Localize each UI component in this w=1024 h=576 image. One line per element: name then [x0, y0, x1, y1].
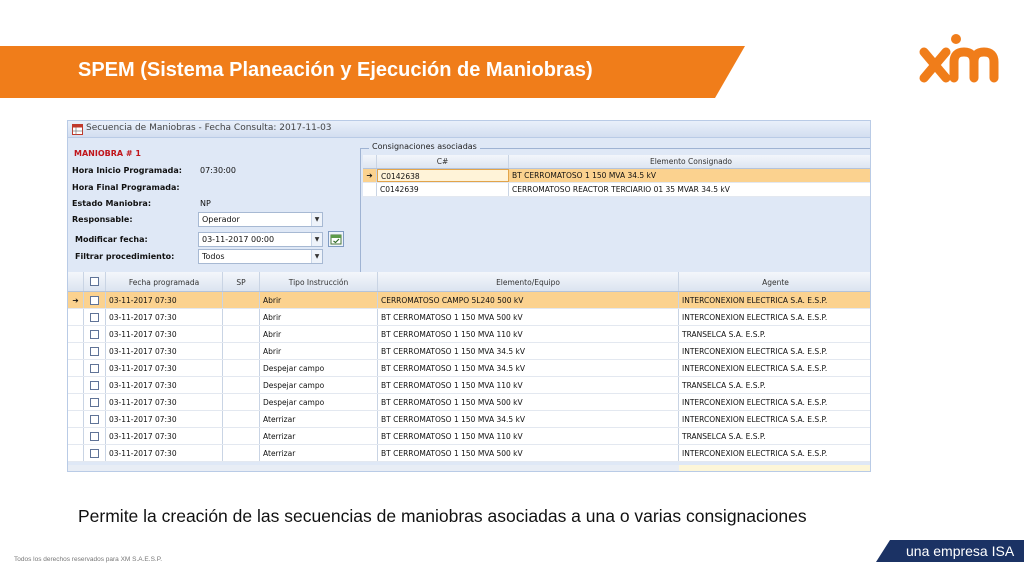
cell-sp — [223, 377, 260, 393]
row-checkbox-cell[interactable] — [84, 445, 106, 461]
grid-header — [68, 272, 871, 292]
modificar-fecha-label: Modificar fecha: — [75, 235, 148, 244]
cell-elemento: BT CERROMATOSO 1 150 MVA 500 kV — [378, 445, 679, 461]
table-row[interactable] — [68, 394, 871, 411]
cell-tipo: Aterrizar — [260, 411, 378, 427]
cell-tipo: Aterrizar — [260, 445, 378, 461]
row-checkbox[interactable] — [90, 415, 99, 424]
row-checkbox-cell[interactable] — [84, 377, 106, 393]
cell-elemento: BT CERROMATOSO 1 150 MVA 34.5 kV — [378, 360, 679, 376]
table-row[interactable] — [68, 326, 871, 343]
modificar-fecha-input[interactable] — [198, 232, 323, 247]
filtrar-label: Filtrar procedimiento: — [75, 252, 175, 261]
chevron-down-icon[interactable]: ▼ — [311, 250, 322, 263]
responsable-select[interactable] — [198, 212, 323, 227]
cell-fecha: 03-11-2017 07:30 — [106, 428, 223, 444]
responsable-value: Operador — [202, 215, 240, 224]
cell-agente: TRANSELCA S.A. E.S.P. — [682, 381, 766, 390]
copyright-text: Todos los derechos reservados para XM S.A.E.S.P. — [14, 556, 163, 563]
consignacion-c[interactable]: C0142638 — [377, 169, 509, 182]
row-indicator — [68, 326, 84, 342]
row-pointer-icon: ➔ — [68, 292, 84, 308]
select-all-cell[interactable] — [84, 272, 106, 291]
header-elemento-consignado[interactable]: Elemento Consignado — [649, 157, 733, 166]
cell-sp — [223, 360, 260, 376]
maniobra-form — [68, 139, 871, 269]
cell-agente: INTERCONEXION ELECTRICA S.A. E.S.P. — [682, 313, 828, 322]
indicator-header — [363, 155, 377, 168]
consignacion-row[interactable] — [363, 169, 871, 183]
consignacion-c: C0142639 — [377, 183, 509, 196]
row-indicator — [68, 360, 84, 376]
cell-tipo: Despejar campo — [260, 377, 378, 393]
row-checkbox[interactable] — [90, 313, 99, 322]
cell-tipo: Abrir — [260, 309, 378, 325]
row-indicator — [68, 411, 84, 427]
estado-label: Estado Maniobra: — [72, 199, 152, 208]
estado-value: NP — [200, 199, 211, 208]
filtrar-value: Todos — [202, 252, 225, 261]
row-indicator — [68, 428, 84, 444]
cell-fecha: 03-11-2017 07:30 — [106, 445, 223, 461]
consignaciones-header — [363, 155, 871, 169]
row-checkbox[interactable] — [90, 432, 99, 441]
table-row[interactable] — [68, 309, 871, 326]
row-checkbox-cell[interactable] — [84, 428, 106, 444]
grid-footer-highlight — [679, 465, 871, 472]
row-checkbox[interactable] — [90, 296, 99, 305]
cell-fecha: 03-11-2017 07:30 — [106, 394, 223, 410]
xm-logo — [916, 30, 1008, 96]
row-checkbox[interactable] — [90, 398, 99, 407]
grid-window-icon — [72, 124, 83, 135]
consignacion-elemento: CERROMATOSO REACTOR TERCIARIO 01 35 MVAR 34.5 kV — [512, 185, 730, 194]
cell-sp — [223, 411, 260, 427]
indicator-header — [68, 272, 84, 291]
table-row[interactable] — [68, 411, 871, 428]
cell-agente: INTERCONEXION ELECTRICA S.A. E.S.P. — [682, 347, 828, 356]
row-pointer-icon: ➔ — [363, 169, 377, 182]
filtrar-select[interactable] — [198, 249, 323, 264]
cell-fecha: 03-11-2017 07:30 — [106, 360, 223, 376]
header-fecha[interactable]: Fecha programada — [106, 272, 223, 291]
row-indicator — [68, 377, 84, 393]
row-checkbox-cell[interactable] — [84, 394, 106, 410]
cell-agente: TRANSELCA S.A. E.S.P. — [682, 432, 766, 441]
cell-elemento: CERROMATOSO CAMPO 5L240 500 kV — [378, 292, 679, 308]
cell-elemento: BT CERROMATOSO 1 150 MVA 110 kV — [378, 377, 679, 393]
cell-sp — [223, 343, 260, 359]
cell-fecha: 03-11-2017 07:30 — [106, 292, 223, 308]
header-tipo[interactable]: Tipo Instrucción — [260, 272, 378, 291]
consignaciones-title: Consignaciones asociadas — [369, 142, 480, 151]
header-c[interactable]: C# — [377, 155, 509, 168]
cell-tipo: Aterrizar — [260, 428, 378, 444]
row-indicator — [68, 394, 84, 410]
consignacion-row[interactable] — [363, 183, 871, 197]
grid-body — [68, 292, 871, 462]
isa-tagline: una empresa ISA — [906, 543, 1015, 559]
header-elemento[interactable]: Elemento/Equipo — [378, 272, 679, 291]
page-title: SPEM (Sistema Planeación y Ejecución de Maniobras) — [78, 59, 593, 81]
consignaciones-grid — [363, 155, 871, 197]
cell-elemento: BT CERROMATOSO 1 150 MVA 500 kV — [378, 394, 679, 410]
maniobra-number: MANIOBRA # 1 — [74, 149, 141, 158]
row-indicator — [68, 309, 84, 325]
cell-sp — [223, 309, 260, 325]
cell-sp — [223, 445, 260, 461]
consignacion-elemento: BT CERROMATOSO 1 150 MVA 34.5 kV — [512, 171, 657, 180]
row-checkbox-cell[interactable] — [84, 309, 106, 325]
row-indicator — [68, 343, 84, 359]
cell-elemento: BT CERROMATOSO 1 150 MVA 34.5 kV — [378, 343, 679, 359]
row-indicator — [363, 183, 377, 196]
chevron-down-icon[interactable]: ▼ — [311, 213, 322, 226]
cell-fecha: 03-11-2017 07:30 — [106, 377, 223, 393]
cell-tipo: Abrir — [260, 343, 378, 359]
cell-fecha: 03-11-2017 07:30 — [106, 411, 223, 427]
cell-fecha: 03-11-2017 07:30 — [106, 309, 223, 325]
cell-sp — [223, 326, 260, 342]
row-checkbox[interactable] — [90, 364, 99, 373]
row-checkbox-cell[interactable] — [84, 360, 106, 376]
row-checkbox[interactable] — [90, 347, 99, 356]
row-checkbox-cell[interactable] — [84, 292, 106, 308]
cell-sp — [223, 394, 260, 410]
cell-elemento: BT CERROMATOSO 1 150 MVA 110 kV — [378, 428, 679, 444]
calendar-button[interactable] — [328, 231, 344, 247]
slide-caption: Permite la creación de las secuencias de maniobras asociadas a una o varias consignaciones — [78, 506, 807, 526]
consignaciones-group — [360, 142, 871, 273]
cell-agente: INTERCONEXION ELECTRICA S.A. E.S.P. — [682, 415, 828, 424]
cell-agente: INTERCONEXION ELECTRICA S.A. E.S.P. — [682, 364, 828, 373]
table-row[interactable] — [68, 428, 871, 445]
window-title: Secuencia de Maniobras - Fecha Consulta: 2017-11-03 — [86, 123, 332, 133]
header-sp[interactable]: SP — [223, 272, 260, 291]
chevron-down-icon[interactable]: ▼ — [311, 233, 322, 246]
row-checkbox[interactable] — [90, 449, 99, 458]
header-agente[interactable]: Agente — [762, 278, 789, 287]
hora-inicio-label: Hora Inicio Programada: — [72, 166, 182, 175]
cell-elemento: BT CERROMATOSO 1 150 MVA 34.5 kV — [378, 411, 679, 427]
cell-sp — [223, 428, 260, 444]
row-checkbox-cell[interactable] — [84, 343, 106, 359]
row-indicator — [68, 445, 84, 461]
table-row[interactable] — [68, 360, 871, 377]
cell-agente: INTERCONEXION ELECTRICA S.A. E.S.P. — [682, 296, 828, 305]
cell-elemento: BT CERROMATOSO 1 150 MVA 500 kV — [378, 309, 679, 325]
cell-tipo: Abrir — [260, 326, 378, 342]
cell-sp — [223, 292, 260, 308]
cell-tipo: Abrir — [260, 292, 378, 308]
row-checkbox-cell[interactable] — [84, 326, 106, 342]
instrucciones-grid — [68, 272, 871, 462]
select-all-checkbox[interactable] — [90, 277, 99, 286]
modificar-fecha-value: 03-11-2017 00:00 — [202, 235, 275, 244]
cell-tipo: Despejar campo — [260, 394, 378, 410]
maniobras-window — [67, 120, 871, 472]
table-row[interactable] — [68, 377, 871, 394]
cell-tipo: Despejar campo — [260, 360, 378, 376]
cell-elemento: BT CERROMATOSO 1 150 MVA 110 kV — [378, 326, 679, 342]
title-banner — [0, 46, 745, 98]
cell-fecha: 03-11-2017 07:30 — [106, 326, 223, 342]
calendar-icon — [329, 232, 343, 246]
responsable-label: Responsable: — [72, 215, 133, 224]
row-checkbox[interactable] — [90, 330, 99, 339]
hora-inicio-value: 07:30:00 — [200, 166, 236, 175]
row-checkbox[interactable] — [90, 381, 99, 390]
cell-agente: INTERCONEXION ELECTRICA S.A. E.S.P. — [682, 449, 828, 458]
cell-agente: INTERCONEXION ELECTRICA S.A. E.S.P. — [682, 398, 828, 407]
table-row[interactable] — [68, 343, 871, 360]
table-row[interactable] — [68, 445, 871, 462]
table-row[interactable] — [68, 292, 871, 309]
row-checkbox-cell[interactable] — [84, 411, 106, 427]
cell-fecha: 03-11-2017 07:30 — [106, 343, 223, 359]
hora-final-label: Hora Final Programada: — [72, 183, 180, 192]
cell-agente: TRANSELCA S.A. E.S.P. — [682, 330, 766, 339]
window-titlebar — [68, 121, 871, 138]
